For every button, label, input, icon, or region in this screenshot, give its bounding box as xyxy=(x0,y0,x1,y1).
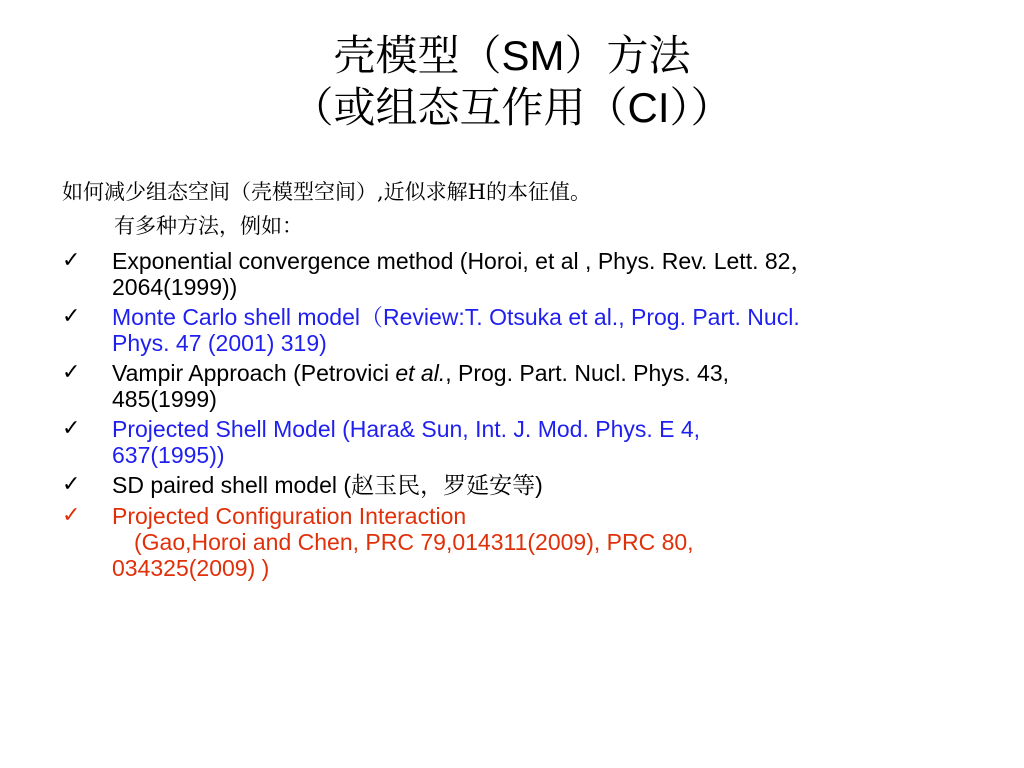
method-item-line-1: Monte Carlo shell model（Review:T. Otsuka et al., Prog. Part. Nucl. xyxy=(112,304,800,330)
method-item-text: SD paired shell model ( xyxy=(112,472,352,498)
method-item-text: ) xyxy=(535,472,543,498)
method-item-line-2: 485(1999) xyxy=(112,386,217,412)
method-item-text: , Prog. Part. Nucl. Phys. 43, xyxy=(445,360,730,386)
method-item-line-1: Projected Shell Model (Hara& Sun, Int. J. Mod. Phys. E 4, xyxy=(112,416,701,442)
title-line-1-c: ）方法 xyxy=(564,31,691,80)
checkmark-icon: ✓ xyxy=(62,304,81,329)
title-line-1-a: 壳模型（ xyxy=(333,31,502,80)
method-item-sd-paired xyxy=(62,472,992,499)
method-item-line-1: Exponential convergence method (Horoi, et al , Phys. Rev. Lett. 82， xyxy=(112,248,814,274)
title-line-2 xyxy=(0,82,1024,134)
method-item-projected-shell xyxy=(62,416,992,468)
method-item-line-1 xyxy=(112,360,992,386)
method-item-line-2: 2064(1999)) xyxy=(112,274,238,300)
method-item-authors: 赵玉民，罗延安等 xyxy=(351,473,536,499)
title-line-1-b: SM xyxy=(501,32,565,79)
method-item-line-2: Phys. 47 (2001) 319) xyxy=(112,330,327,356)
method-item-line-3: 034325(2009) ) xyxy=(112,555,270,581)
method-item-line-2: 637(1995)) xyxy=(112,442,225,468)
checkmark-icon: ✓ xyxy=(62,503,81,528)
title-line-1 xyxy=(0,30,1024,82)
checkmark-icon: ✓ xyxy=(62,416,81,441)
intro-line-2: 有多种方法，例如： xyxy=(114,214,303,238)
checkmark-icon: ✓ xyxy=(62,360,81,385)
method-list xyxy=(62,248,992,581)
method-item-italic: et al. xyxy=(395,360,446,386)
method-item-monte-carlo xyxy=(62,304,992,356)
method-item-vampir xyxy=(62,360,992,412)
checkmark-icon: ✓ xyxy=(62,472,81,497)
method-item-line-1: Projected Configuration Interaction xyxy=(112,503,467,529)
title-line-2-c: ）） xyxy=(669,83,733,132)
title-line-2-a: （或组态互作用（ xyxy=(291,83,628,132)
method-item-text: Vampir Approach (Petrovici xyxy=(112,360,396,386)
method-item-line-1 xyxy=(112,472,992,499)
title-line-2-b: CI xyxy=(627,84,670,131)
method-item-exponential xyxy=(62,248,992,300)
slide-title xyxy=(0,30,1024,134)
intro-line-1: 如何减少组态空间（壳模型空间）,近似求解H的本征值。 xyxy=(62,180,591,204)
slide-content xyxy=(62,178,992,581)
method-item-line-2: (Gao,Horoi and Chen, PRC 79,014311(2009), PRC 80, xyxy=(134,529,694,555)
method-item-pci xyxy=(62,503,992,581)
checkmark-icon: ✓ xyxy=(62,248,81,273)
